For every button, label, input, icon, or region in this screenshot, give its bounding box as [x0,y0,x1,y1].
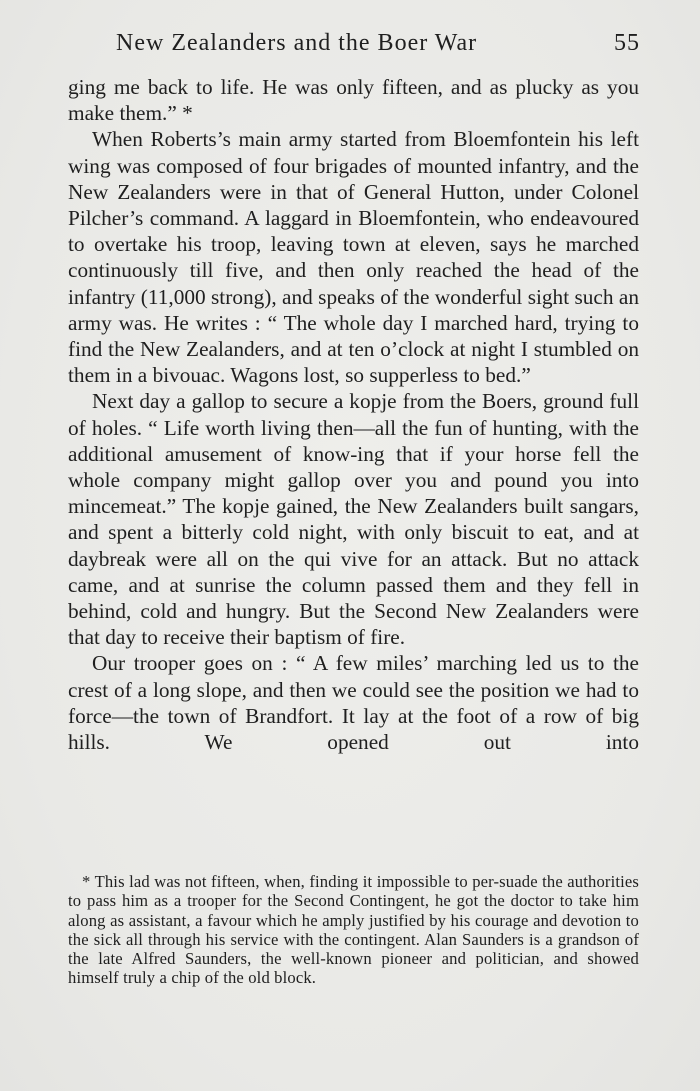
footnote: * This lad was not fifteen, when, finding it impossible to per-suade the authorities to pass him as a trooper for the Second Contingent, he got the doctor to take him along as assistant, a favour which he amply justified by his courage and devotion to the sick all through his service with the contingent. Alan Saunders is a grandson of the late Alfred Saunders, the well-known pioneer and politician, and showed himself truly a chip of the old block. [68,872,639,988]
paragraph-kopje-gallop: Next day a gallop to secure a kopje from the Boers, ground full of holes. “ Life worth living then—all the fun of hunting, with the additional amusement of know-ing that if your horse fell the whole company might gallop over you and pound you into mincemeat.” The kopje gained, the New Zealanders built sangars, and spent a bitterly cold night, with only biscuit to eat, and at daybreak were all on the qui vive for an attack. But no attack came, and at sunrise the column passed them and they fell in behind, cold and hungry. But the Second New Zealanders were that day to receive their baptism of fire. [68,389,639,650]
paragraph-continued: ging me back to life. He was only fifteen, and as plucky as you make them.” * [68,75,639,126]
page-number: 55 [614,30,640,56]
body-text [68,74,639,755]
paragraph-roberts-army: When Roberts’s main army started from Bloemfontein his left wing was composed of four brigades of mounted infantry, and the New Zealanders were in that of General Hutton, under Colonel Pilcher’s command. A laggard in Bloemfontein, who endeavoured to overtake his troop, leaving town at eleven, says he marched continuously till five, and then only reached the head of the infantry (11,000 strong), and speaks of the wonderful sight such an army was. He writes : “ The whole day I marched hard, trying to find the New Zealanders, and at ten o’clock at night I stumbled on them in a bivouac. Wagons lost, so supperless to bed.” [68,127,639,388]
paragraph-brandfort: Our trooper goes on : “ A few miles’ marching led us to the crest of a long slope, and then we could see the position we had to force—the town of Brandfort. It lay at the foot of a row of big hills. We opened out into [68,651,639,755]
running-title: New Zealanders and the Boer War [116,30,478,56]
running-head [110,30,640,62]
